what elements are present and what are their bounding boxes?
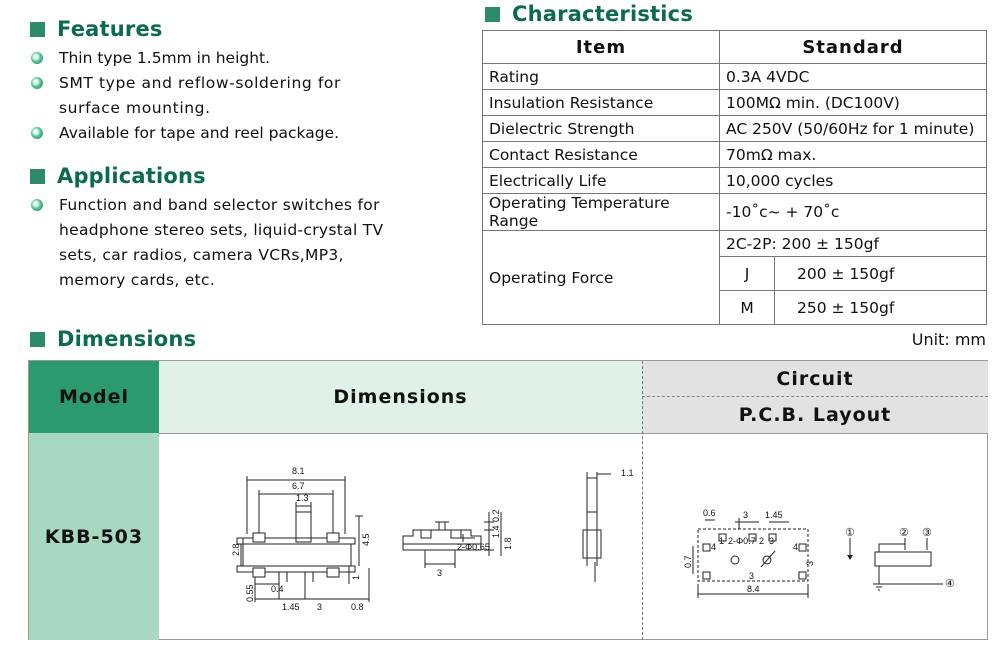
col-dimensions: Dimensions	[159, 361, 642, 433]
list-item: SMT type and reflow-soldering for surface mounting.	[28, 71, 388, 121]
dim-label: 6.7	[292, 481, 305, 491]
dim-label: 0.8	[351, 602, 364, 612]
table-row: Rating 0.3A 4VDC	[483, 64, 987, 90]
bullet-icon	[31, 77, 43, 89]
unit-label: Unit: mm	[911, 330, 986, 349]
dim-label: 1.4	[491, 525, 501, 538]
pcb-circuit-drawings	[643, 434, 987, 640]
circuit-terminal-label: ①	[845, 527, 855, 539]
col-model: Model	[29, 361, 159, 433]
features-heading: Features	[30, 17, 163, 41]
table-row: J 200 ± 150gf	[483, 257, 987, 291]
dim-label: 1.45	[765, 510, 783, 520]
col-standard: Standard	[720, 31, 987, 64]
dim-label: 2-Φ0.65	[457, 542, 490, 552]
dim-label: 3	[749, 571, 755, 581]
dim-label: 1.8	[503, 537, 513, 550]
heading-square-icon	[30, 169, 45, 184]
heading-square-icon	[30, 22, 45, 37]
bullet-icon	[31, 199, 43, 211]
list-item: Available for tape and reel package.	[28, 121, 388, 146]
heading-square-icon	[30, 332, 45, 347]
table-row: Contact Resistance 70mΩ max.	[483, 142, 987, 168]
dim-label: 4.5	[361, 533, 371, 546]
dim-label: 0.7	[683, 555, 693, 568]
list-item: Function and band selector switches for headphone stereo sets, liquid-crystal TV sets, car radios, camera VCRs,MP3, memory cards, etc.	[28, 193, 386, 293]
circuit-terminal-label: ②	[899, 527, 909, 539]
applications-list	[28, 193, 386, 293]
circuit-drawing	[845, 527, 955, 590]
bullet-icon	[31, 127, 43, 139]
dim-label: 0.4	[271, 584, 284, 594]
heading-square-icon	[485, 7, 500, 22]
circuit-terminal-label: ③	[922, 527, 932, 539]
pcb-layout-drawing	[683, 508, 815, 598]
table-header-row	[483, 31, 987, 64]
dim-label: 1.1	[621, 468, 634, 478]
dimensions-table	[28, 360, 988, 640]
features-list	[28, 46, 388, 146]
front-view-drawing	[231, 466, 371, 612]
table-row: Insulation Resistance 100MΩ min. (DC100V)	[483, 90, 987, 116]
table-row: Dielectric Strength AC 250V (50/60Hz for 1 minute)	[483, 116, 987, 142]
side-view-drawing	[403, 509, 513, 578]
characteristics-table	[482, 30, 987, 325]
dim-label: 0.6	[703, 508, 716, 518]
end-view-drawing	[583, 468, 634, 582]
col-item: Item	[483, 31, 720, 64]
dim-label: 2	[759, 536, 765, 546]
dim-label: 3	[437, 568, 443, 578]
dim-label: 1.45	[282, 602, 300, 612]
dim-label: 2-Φ0.7	[728, 536, 756, 546]
dim-label: 3	[317, 602, 323, 612]
dim-label: 3	[805, 560, 815, 566]
dim-label: 0.2	[491, 509, 501, 522]
circuit-terminal-label: ④	[945, 578, 955, 590]
dim-label: 4	[711, 542, 717, 552]
dimension-drawings	[159, 434, 642, 640]
dim-label: 2.8	[231, 543, 241, 556]
table-row: Electrically Life 10,000 cycles	[483, 168, 987, 194]
dim-label: 8.1	[292, 466, 305, 476]
applications-heading: Applications	[30, 164, 206, 188]
table-row: M 250 ± 150gf	[483, 291, 987, 325]
dim-label: 1.3	[296, 493, 309, 503]
dim-label: 3	[769, 536, 775, 546]
bullet-icon	[31, 52, 43, 64]
list-item: Thin type 1.5mm in height.	[28, 46, 388, 71]
dim-label: 1	[351, 574, 361, 580]
col-circuit: Circuit	[642, 361, 988, 397]
characteristics-heading: Characteristics	[485, 2, 693, 26]
dim-label: 3	[743, 510, 749, 520]
table-row: Operating Force 2C-2P: 200 ± 150gf	[483, 231, 987, 257]
col-circuit-pcb	[642, 361, 988, 433]
dim-label: 8.4	[747, 584, 760, 594]
dimensions-heading: Dimensions	[30, 327, 196, 351]
table-row: Operating Temperature Range -10˚c~ + 70˚c	[483, 194, 987, 231]
col-pcb-layout: P.C.B. Layout	[738, 404, 892, 426]
dim-label: 1	[719, 536, 725, 546]
dim-label: 4	[793, 542, 799, 552]
model-name: KBB-503	[29, 433, 159, 640]
dim-label: 0.55	[245, 584, 255, 602]
